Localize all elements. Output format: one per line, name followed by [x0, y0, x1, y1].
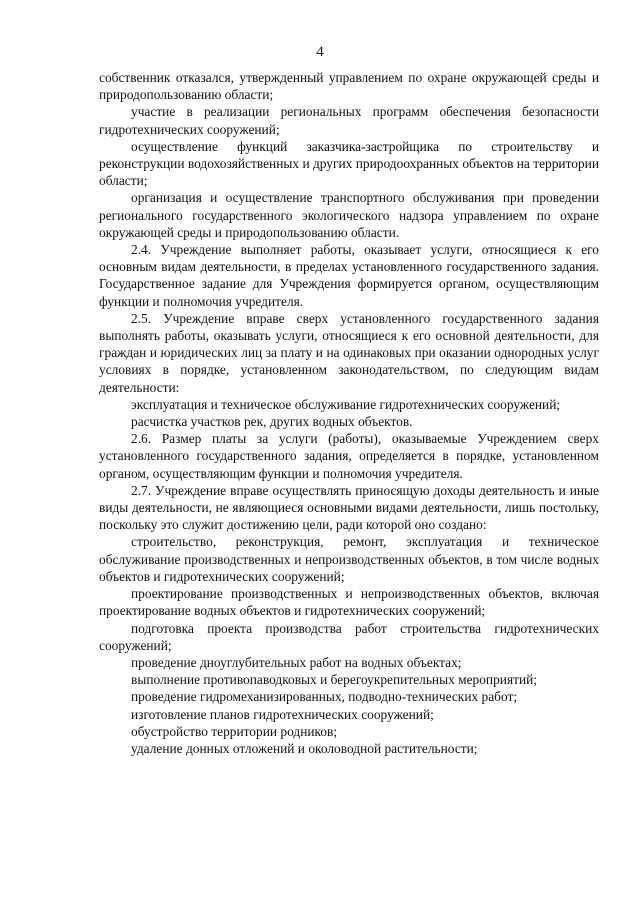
paragraph-1: собственник отказался, утвержденный управлением по охране окружающей среды и природопользованию области; [99, 70, 599, 103]
paragraph-15: выполнение противопаводковых и берегоукрепительных мероприятий; [131, 672, 538, 688]
paragraph-14: проведение дноуглубительных работ на водных объектах; [131, 654, 462, 670]
paragraph-3: осуществление функций заказчика-застройщика по строительству и реконструкции водохозяйственных и других природоохранных объектов на территории области; [99, 138, 599, 189]
paragraph-5: 2.4. Учреждение выполняет работы, оказывает услуги, относящиеся к его основным видам деятельности, в пределах установленного государственного задания. Государственное задание для Учреждения формируется органом, осуществляющим функции и полномочия учредителя. [99, 242, 599, 309]
paragraph-12: проектирование производственных и непроизводственных объектов, включая проектирование водных объектов и гидротехнических сооружений; [99, 586, 599, 619]
paragraph-9: 2.6. Размер платы за услуги (работы), оказываемые Учреждением сверх установленного государственного задания, определяется в порядке, установленном органом, осуществляющим функции и полномочия учредителя. [99, 431, 599, 481]
paragraph-2: участие в реализации региональных программ обеспечения безопасности гидротехнических сооружений; [99, 104, 599, 137]
paragraph-13: подготовка проекта производства работ строительства гидротехнических сооружений; [99, 620, 599, 653]
paragraph-17: изготовление планов гидротехнических сооружений; [131, 706, 434, 722]
paragraph-4: организация и осуществление транспортного обслуживания при проведении регионального государственного экологического надзора управлением по охране окружающей среды и природопользованию области. [99, 190, 599, 240]
paragraph-7: эксплуатация и техническое обслуживание гидротехнических сооружений; [131, 396, 561, 412]
paragraph-11: строительство, реконструкция, ремонт, эксплуатация и техническое обслуживание производственных и непроизводственных объектов, в том числе водных объектов и гидротехнических сооружений; [99, 534, 599, 584]
paragraph-10: 2.7. Учреждение вправе осуществлять приносящую доходы деятельность и иные виды деятельности, не являющиеся основными видами деятельности, лишь постольку, поскольку это служит достижению цели, ради которой оно создано: [99, 482, 599, 533]
paragraph-6: 2.5. Учреждение вправе сверх установленного государственного задания выполнять работы, оказывать услуги, относящиеся к его основной деятельности, для граждан и юридических лиц за плату и на одинаковых при оказании однородных услуг условиях в порядке, установленном законодательством, по следующим видам деятельности: [99, 310, 599, 395]
paragraph-19: удаление донных отложений и околоводной растительности; [131, 740, 478, 756]
document-body [99, 69, 599, 757]
paragraph-18: обустройство территории родников; [131, 723, 338, 739]
paragraph-16: проведение гидромеханизированных, подводно-технических работ; [131, 689, 518, 705]
paragraph-8: расчистка участков рек, других водных объектов. [131, 414, 413, 430]
page-number: 4 [316, 44, 324, 60]
